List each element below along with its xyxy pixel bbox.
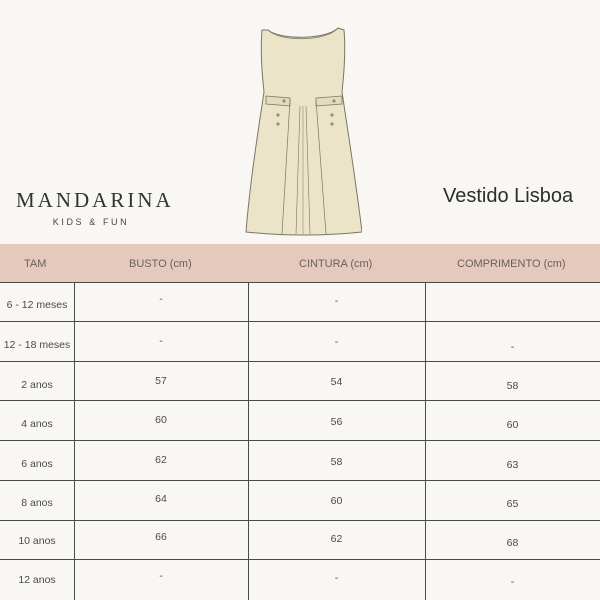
cell-comprimento: - bbox=[510, 576, 515, 588]
brand-tagline: KIDS & FUN bbox=[52, 217, 130, 227]
cell-busto: - bbox=[159, 335, 163, 347]
column-header-comprimento: COMPRIMENTO (cm) bbox=[457, 258, 566, 270]
cell-comprimento: 68 bbox=[506, 537, 519, 549]
table-row bbox=[0, 321, 600, 360]
dress-sketch-icon bbox=[244, 22, 362, 238]
cell-tam: 12 - 18 meses bbox=[3, 339, 71, 351]
page-header bbox=[0, 0, 600, 244]
column-header-cintura: CINTURA (cm) bbox=[299, 258, 373, 270]
table-row bbox=[0, 559, 600, 598]
column-header-tam: TAM bbox=[24, 258, 47, 270]
cell-cintura: 62 bbox=[330, 533, 343, 545]
cell-cintura: 56 bbox=[330, 416, 343, 428]
cell-tam: 4 anos bbox=[21, 418, 53, 430]
size-table-header bbox=[0, 244, 600, 282]
cell-busto: 64 bbox=[155, 493, 167, 505]
brand-logo bbox=[16, 188, 174, 227]
cell-busto: 62 bbox=[155, 454, 167, 466]
cell-tam: 6 - 12 meses bbox=[6, 299, 68, 311]
table-row bbox=[0, 520, 600, 559]
brand-name: MANDARINA bbox=[16, 188, 174, 212]
cell-busto: 66 bbox=[155, 531, 167, 543]
cell-comprimento: - bbox=[510, 341, 515, 353]
table-row bbox=[0, 282, 600, 321]
cell-busto: 57 bbox=[155, 375, 167, 387]
table-row bbox=[0, 440, 600, 479]
cell-tam: 2 anos bbox=[21, 379, 53, 391]
cell-comprimento: 65 bbox=[506, 498, 519, 510]
table-row bbox=[0, 480, 600, 519]
column-header-busto: BUSTO (cm) bbox=[129, 258, 192, 270]
cell-busto: 60 bbox=[155, 414, 167, 426]
product-title: Vestido Lisboa bbox=[443, 185, 574, 207]
table-row bbox=[0, 361, 600, 400]
size-table bbox=[0, 282, 600, 600]
cell-cintura: 58 bbox=[330, 456, 343, 468]
cell-tam: 6 anos bbox=[21, 458, 53, 470]
cell-busto: - bbox=[159, 293, 163, 305]
table-row bbox=[0, 400, 600, 439]
cell-cintura: - bbox=[334, 572, 339, 584]
cell-cintura: - bbox=[334, 295, 339, 307]
cell-comprimento: 60 bbox=[506, 419, 519, 431]
cell-cintura: - bbox=[334, 336, 339, 348]
cell-tam: 8 anos bbox=[21, 497, 53, 509]
cell-comprimento: 58 bbox=[506, 380, 519, 392]
cell-tam: 12 anos bbox=[18, 574, 56, 586]
cell-tam: 10 anos bbox=[18, 535, 56, 547]
cell-cintura: 54 bbox=[330, 376, 343, 388]
cell-busto: - bbox=[159, 570, 163, 582]
cell-comprimento: 63 bbox=[506, 459, 519, 471]
cell-cintura: 60 bbox=[330, 495, 343, 507]
